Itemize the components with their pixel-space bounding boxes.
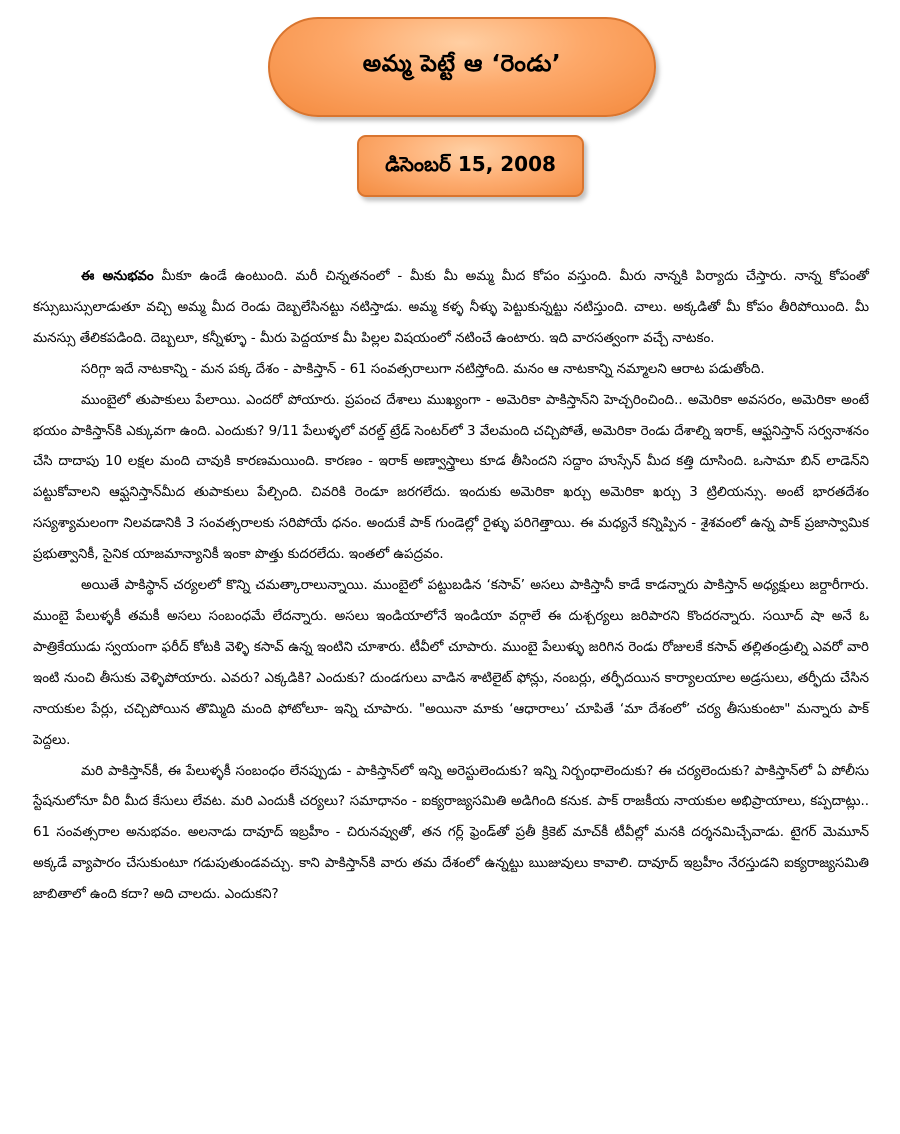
page-title: అమ్మ పెట్టే ఆ ‘రెండు’: [362, 51, 562, 77]
article-paragraph: [33, 262, 869, 355]
article-paragraph: మరి పాకిస్తాన్‌కీ, ఈ పేలుళ్ళకీ సంబంధం లేనప్పుడు - పాకిస్తాన్‌లో ఇన్ని అరెస్టులెందుకు? ఇన్ని నిర్బంధాలెందుకు? ఈ చర్యలెందుకు? పాకిస్తాన్‌లో ఏ పోలీసు స్టేషనులోనూ వీరి మీద కేసులు లేవట. మరి ఎందుకీ చర్యలు? సమాధానం - ఐక్యరాజ్యసమితి అడిగింది కనుక. పాక్ రాజకీయ నాయకుల అభిప్రాయాలు, కప్పదాట్లు.. 61 సంవత్సరాల అనుభవం. అలనాడు దావూద్ ఇబ్రహీం - చిరునవ్వుతో, తన గర్ల్ ఫ్రెండ్‌తో ప్రతీ క్రికెట్ మాచ్‌కీ టీవీల్లో మనకి దర్శనమిచ్చేవాడు. టైగర్ మెమూన్ అక్కడే వ్యాపారం చేసుకుంటూ గడుపుతుండవచ్చు. కాని పాకిస్తాన్‌కి వారు తమ దేశంలో ఉన్నట్టు ఋజువులు కావాలి. దావూద్ ఇబ్రహీం నేరస్తుడని ఐక్యరాజ్యసమితి జాబితాలో ఉంది కదా? అది చాలదు. ఎందుకని?: [33, 763, 869, 903]
article-paragraph: సరిగ్గా ఇదే నాటకాన్ని - మన పక్క దేశం - పాకిస్తాన్ - 61 సంవత్సరాలుగా నటిస్తోంది. మనం ఆ నాటకాన్ని నమ్మాలని ఆరాట పడుతోంది.: [81, 361, 765, 377]
lead-phrase: ఈ అనుభవం: [81, 269, 154, 284]
date-banner: [357, 135, 584, 197]
title-banner: [268, 17, 656, 117]
article-body: [33, 262, 869, 911]
post-date: డిసెంబర్ 15, 2008: [385, 151, 556, 176]
article-paragraph: అయితే పాకిస్థాన్ చర్యలలో కొన్ని చమత్కారాలున్నాయి. ముంబైలో పట్టుబడిన ‘కసావ్’ అసలు పాకిస్తానీ కాడే కాడన్నారు పాకిస్తాన్ అధ్యక్షులు జర్దారీగారు. ముంబై పేలుళ్ళకీ తమకీ అసలు సంబంధమే లేదన్నారు. అసలు ఇండియాలోనే ఇండియా వర్గాలే ఈ దుశ్చర్యలు జరిపారని కొందరన్నారు. సయీద్ షా అనే ఓ పాత్రికేయుడు స్వయంగా ఫరీద్ కోటకి వెళ్ళి కసావ్ ఉన్న ఇంటిని చూశారు. టీవీలో చూపారు. ముంబై పేలుళ్ళు జరిగిన రెండు రోజులకే కసావ్ తల్లితండ్రుల్ని ఎవరో వారి ఇంటి నుంచి తీసుకు వెళ్ళిపోయారు. ఎవరు? ఎక్కడికి? ఎందుకు? దుండగులు వాడిన శాటిలైట్ ఫోన్లు, నంబర్లు, తర్ఫీదయిన కార్యాలయాల అడ్రసులు, తర్ఫీదు చేసిన నాయకుల పేర్లు, చచ్చిపోయిన తొమ్మిది మంది ఫోటోలూ- ఇన్ని చూపారు. "అయినా మాకు ‘ఆధారాలు’ చూపితే ‘మా దేశంలో’ చర్య తీసుకుంటా" మన్నారు పాక్ పెద్దలు.: [33, 578, 869, 748]
article-paragraph: ముంబైలో తుపాకులు పేలాయి. ఎందరో పోయారు. ప్రపంచ దేశాలు ముఖ్యంగా - అమెరికా పాకిస్తాన్‌ని హెచ్చరించింది.. అమెరికా అవసరం, అమెరికా అంటే భయం పాకిస్తాన్‌కి ఎక్కువగా ఉంది. ఎందుకు? 9/11 పేలుళ్ళలో వరల్డ్ ట్రేడ్ సెంటర్‌లో 3 వేలమంది చచ్చిపోతే, అమెరికా రెండు దేశాల్ని ఇరాక్, ఆఫ్ఘనిస్తాన్ సర్వనాశనం చేసి దాదాపు 10 లక్షల మంది చావుకి కారణమయింది. కారణం - ఇరాక్ అణ్వాస్త్రాలు కూడ తీసిందని సద్దాం హుస్సేన్ మీద కత్తి దూసింది. ఒసామా బిన్ లాడెన్‌ని పట్టుకోవాలని ఆఫ్ఘనిస్తాన్‌మీద తుపాకులు పేల్చింది. చివరికి రెండూ జరగలేదు. ఇందుకు అమెరికా ఖర్చు అమెరికా ఖర్చు 3 ట్రిలియన్సు. అంటే భారతదేశం సస్యశ్యామలంగా నిలవడానికి 3 సంవత్సరాలకు సరిపోయే ధనం. అందుకే పాక్ గుండెల్లో రైళ్ళు పరిగెత్తాయి. ఈ మధ్యనే కన్నిప్పిన - శైశవంలో ఉన్న పాక్ ప్రజాస్వామిక ప్రభుత్వానికీ, సైనిక యాజమాన్యానికీ ఇంకా పొత్తు కుదరలేదు. ఇంతలో ఉపద్రవం.: [33, 392, 869, 563]
paragraph-text: మీకూ ఉండే ఉంటుంది. మరీ చిన్నతనంలో - మీకు మీ అమ్మ మీద కోపం వస్తుంది. మీరు నాన్నకి పిర్యాదు చేస్తారు. నాన్న కోపంతో కస్సుబుస్సులాడుతూ వచ్చి అమ్మ మీద రెండు దెబ్బలేసినట్టు నటిస్తాడు. అమ్మ కళ్ళ నీళ్ళు పెట్టుకున్నట్టు నటిస్తుంది. చాలు. అక్కడితో మీ కోపం తీరిపోయింది. మీ మనస్సు తేలికపడింది. దెబ్బలూ, కన్నీళ్ళూ - మీరు పెద్దయాక మీ పిల్లల విషయంలో నటించే ఉంటారు. ఇది వారసత్వంగా వచ్చే నాటకం.: [33, 269, 869, 346]
